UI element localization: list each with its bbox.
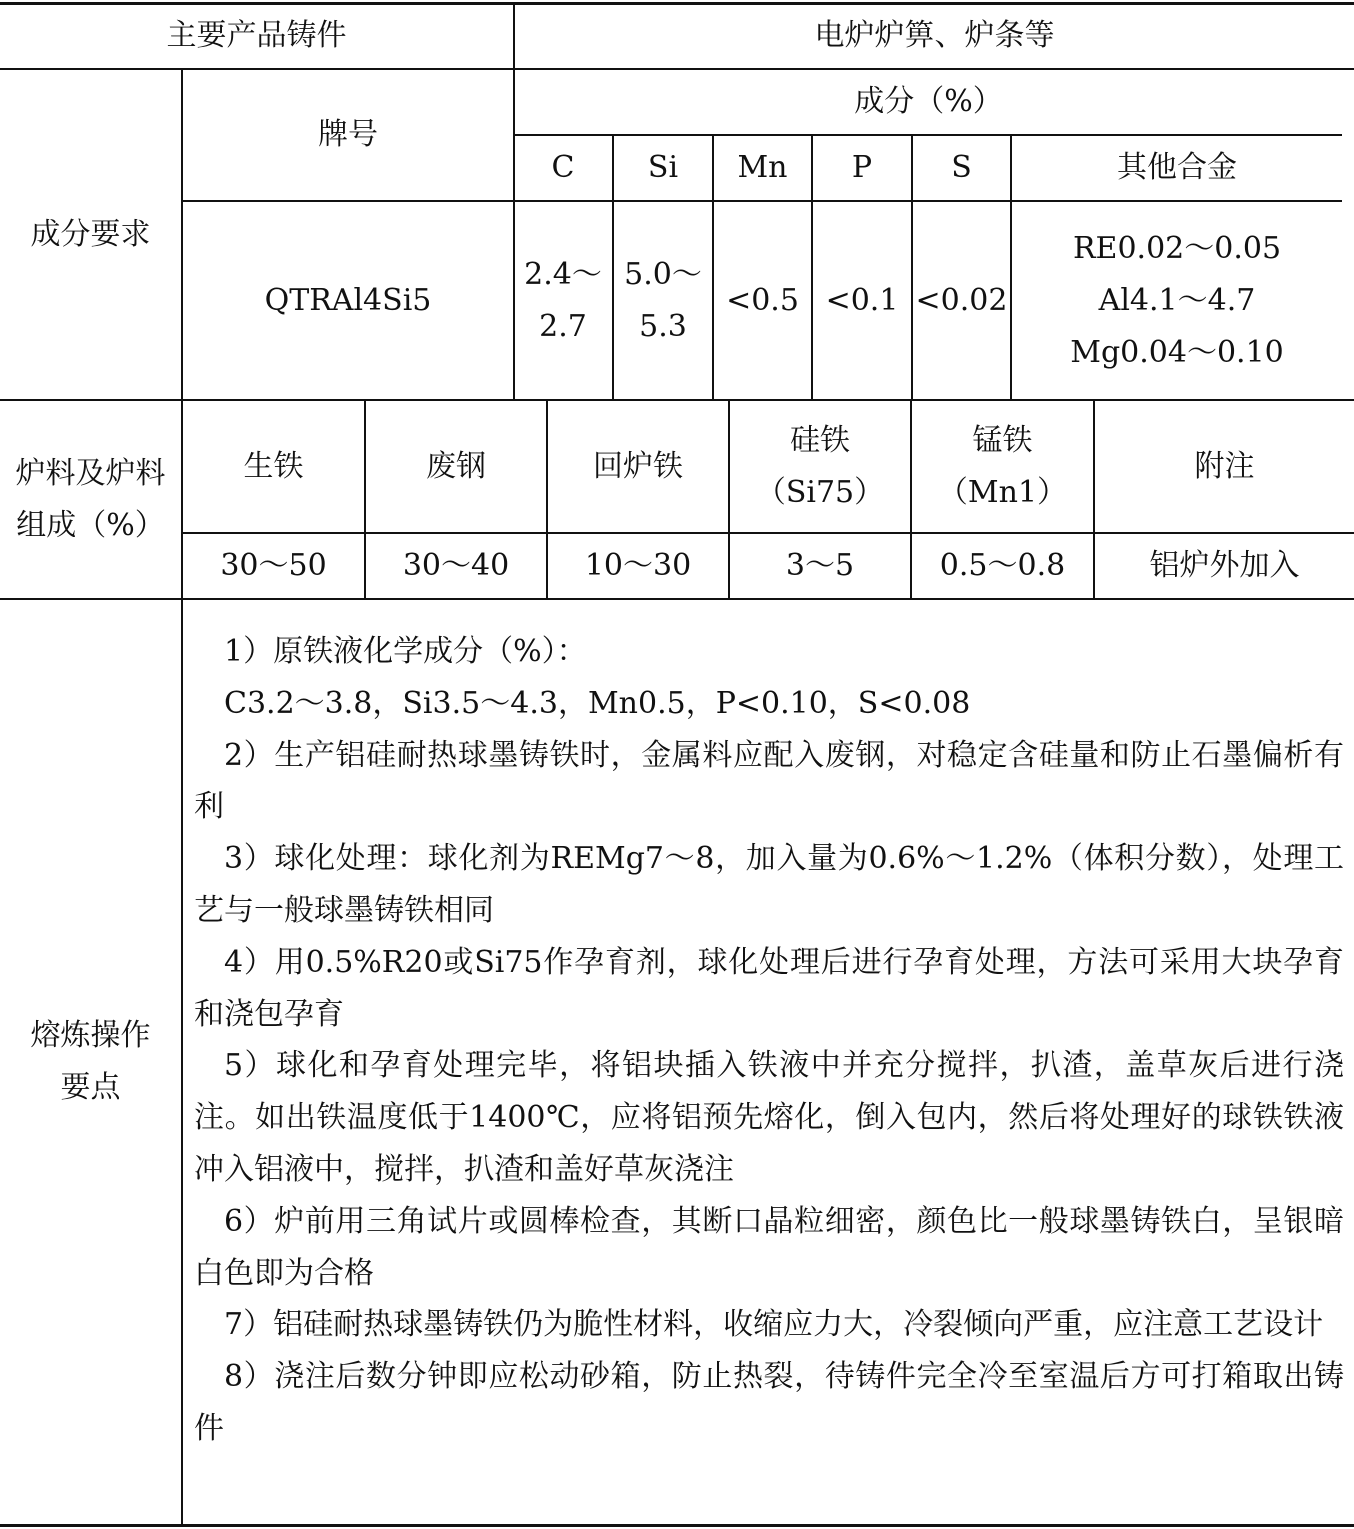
- charge-value-ferromanganese: 0.5～0.8: [939, 548, 1066, 583]
- charge-header-note: 附注: [1194, 448, 1255, 484]
- charge-header-returns: 回炉铁: [593, 448, 683, 484]
- element-header-si: Si: [647, 150, 679, 185]
- value-c: [514, 202, 612, 399]
- table-bottom-border: [0, 1524, 1354, 1527]
- ferromanganese-line: 锰铁: [972, 422, 1033, 458]
- value-s: <0.02: [915, 282, 1008, 318]
- charge-value-ferrosilicon: 3～5: [785, 548, 855, 583]
- smelting-label-line: 熔炼操作: [30, 1018, 151, 1053]
- smelting-note: C3.2～3.8，Si3.5～4.3，Mn0.5，P<0.10，S<0.08: [224, 685, 971, 721]
- composition-section-label: 成分要求: [30, 216, 151, 252]
- product-value: 电炉炉箅、炉条等: [814, 18, 1055, 53]
- element-header-s: S: [951, 150, 972, 185]
- product-label: 主要产品铸件: [166, 18, 347, 53]
- ferrosilicon-line: 硅铁: [790, 422, 850, 458]
- rule: [0, 598, 1354, 600]
- smelting-note: 7）铝硅耐热球墨铸铁仍为脆性材料，收缩应力大，冷裂倾向严重，应注意工艺设计: [224, 1307, 1324, 1343]
- smelting-note: 5）球化和孕育处理完毕，将铝块插入铁液中并充分搅拌，扒渣，盖草灰后进行浇注。如出铁温度低于1400℃，应将铝预先熔化，倒入包内，然后将处理好的球铁铁液冲入铝液中，搅拌，扒渣和盖好草灰浇注: [194, 1048, 1344, 1187]
- charge-label-line: 组成（%）: [16, 507, 165, 543]
- alloy-line: Mg0.04～0.10: [1070, 334, 1284, 370]
- element-header-p: P: [851, 150, 873, 185]
- value-si-line: 5.3: [639, 308, 687, 344]
- grade-value: QTRAl4Si5: [264, 282, 432, 318]
- charge-value-note: 铝炉外加入: [1149, 548, 1300, 583]
- smelting-note: 2）生产铝硅耐热球墨铸铁时，金属料应配入废钢，对稳定含硅量和防止石墨偏析有利: [194, 737, 1344, 825]
- value-c-line: 2.4～: [524, 256, 602, 292]
- value-other-alloys: [1012, 202, 1342, 399]
- ferrosilicon-line: （Si75）: [755, 474, 885, 510]
- element-header-c: C: [551, 150, 575, 185]
- smelting-label-line: 要点: [60, 1070, 121, 1105]
- charge-value-returns: 10～30: [584, 548, 692, 583]
- smelting-note: 3）球化处理：球化剂为REMg7～8，加入量为0.6%～1.2%（体积分数），处理工艺与一般球墨铸铁相同: [194, 841, 1344, 928]
- charge-section-label: [0, 401, 181, 598]
- charge-value-pig-iron: 30～50: [220, 548, 327, 583]
- charge-header-ferrosilicon: [730, 401, 910, 532]
- value-c-line: 2.7: [539, 308, 587, 344]
- value-mn: <0.5: [726, 282, 799, 318]
- alloy-line: RE0.02～0.05: [1072, 230, 1282, 266]
- element-header-other: 其他合金: [1117, 150, 1237, 185]
- smelting-section-label: [0, 600, 181, 1524]
- composition-header: 成分（%）: [854, 84, 1003, 119]
- smelting-note: 4）用0.5%R20或Si75作孕育剂，球化处理后进行孕育处理，方法可采用大块孕育和浇包孕育: [194, 944, 1344, 1032]
- charge-header-ferromanganese: [912, 401, 1093, 532]
- value-si-line: 5.0～: [624, 256, 702, 292]
- value-p: <0.1: [825, 282, 899, 318]
- charge-label-line: 炉料及炉料: [15, 455, 166, 491]
- ferromanganese-line: （Mn1）: [937, 474, 1068, 510]
- charge-value-scrap-steel: 30～40: [402, 548, 510, 583]
- charge-header-pig-iron: 生铁: [243, 448, 304, 484]
- grade-header: 牌号: [318, 117, 378, 152]
- smelting-note: 1）原铁液化学成分（%）：: [224, 634, 587, 669]
- charge-header-scrap-steel: 废钢: [426, 448, 486, 484]
- smelting-notes: [194, 626, 1344, 1455]
- smelting-note: 6）炉前用三角试片或圆棒检查，其断口晶粒细密，颜色比一般球墨铸铁白，呈银暗白色即为合格: [194, 1203, 1344, 1291]
- value-si: [614, 202, 712, 399]
- alloy-line: Al4.1～4.7: [1098, 282, 1256, 318]
- element-header-mn: Mn: [737, 150, 788, 185]
- smelting-note: 8）浇注后数分钟即应松动砂箱，防止热裂，待铸件完全冷至室温后方可打箱取出铸件: [194, 1359, 1344, 1446]
